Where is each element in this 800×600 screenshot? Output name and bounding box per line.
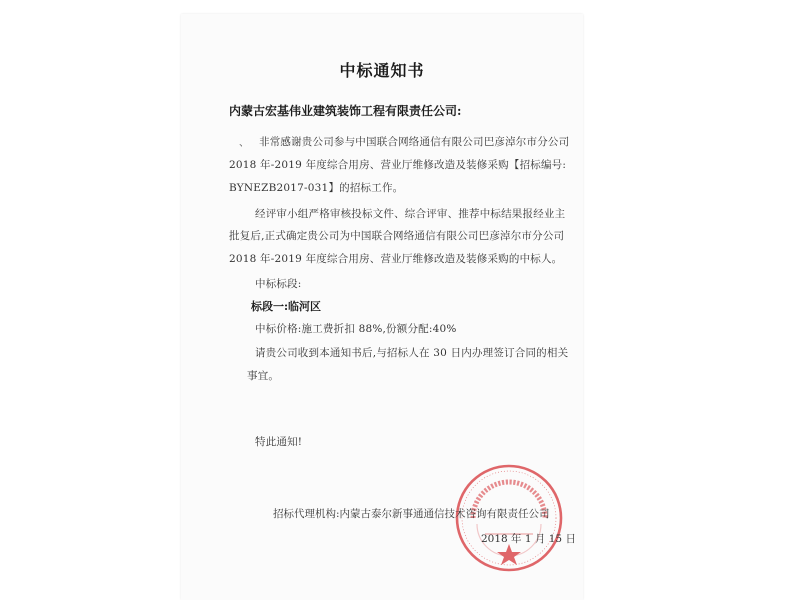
para3-line-1: 请贵公司收到本通知书后,与招标人在 30 日内办理签订合同的相关 — [255, 347, 569, 359]
section-value: 标段一:临河区 — [251, 300, 322, 313]
para1-line-3: BYNEZB2017-031】的招标工作。 — [229, 182, 404, 194]
section-label: 中标标段: — [255, 278, 302, 290]
price-line: 中标价格:施工费折扣 88%,份额分配:40% — [255, 323, 457, 335]
para3-line-2: 事宜。 — [247, 370, 280, 382]
closing-text: 特此通知! — [255, 436, 303, 448]
pen-mark: 、 — [239, 138, 249, 149]
date-line: 2018 年 1 月 15 日 — [481, 533, 576, 545]
para1-line-1: 非常感谢贵公司参与中国联合网络通信有限公司巴彦淖尔市分公司 — [259, 136, 570, 148]
document-page — [181, 14, 583, 600]
addressee: 内蒙古宏基伟业建筑装饰工程有限责任公司: — [229, 104, 462, 118]
para2-line-3: 2018 年-2019 年度综合用房、营业厅维修改造及装修采购的中标人。 — [229, 253, 563, 265]
para2-line-1: 经评审小组严格审核投标文件、综合评审、推荐中标结果报经业主 — [255, 208, 566, 220]
document-title: 中标通知书 — [339, 61, 425, 80]
agent-line: 招标代理机构:内蒙古泰尔新事通通信技术咨询有限责任公司 — [273, 508, 550, 520]
para1-line-2: 2018 年-2019 年度综合用房、营业厅维修改造及装修采购【招标编号: — [229, 159, 567, 171]
para2-line-2: 批复后,正式确定贵公司为中国联合网络通信有限公司巴彦淖尔市分公司 — [229, 230, 565, 242]
